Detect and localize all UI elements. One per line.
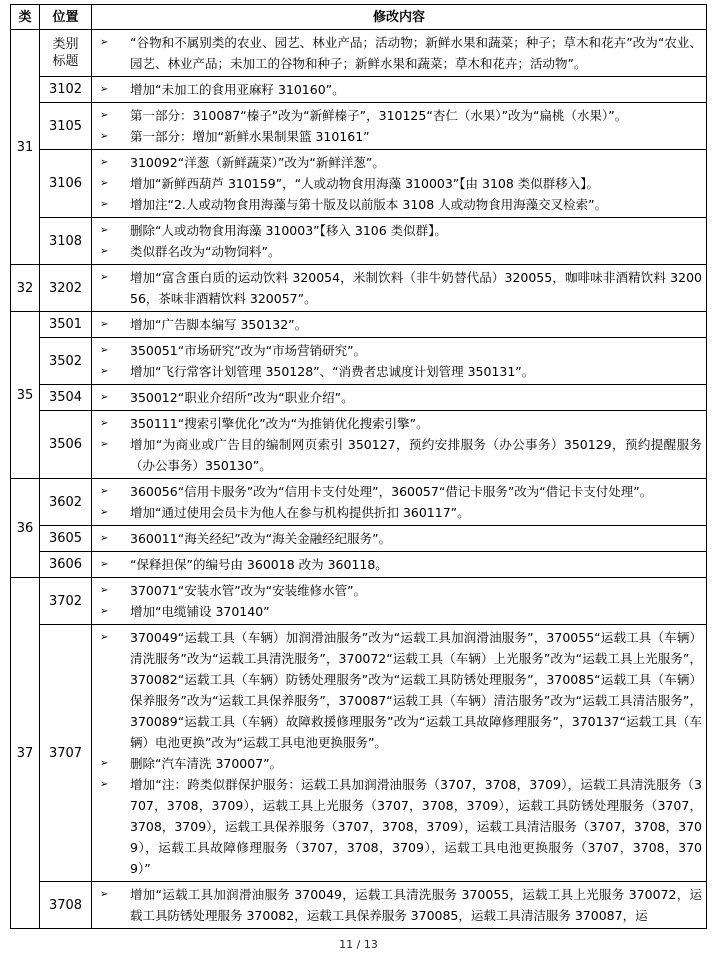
list-item [98,528,702,549]
item-text: 350111“搜索引擎优化”改为“为推销优化搜索引擎”。 [130,416,429,431]
list-item [98,361,702,382]
item-text: 350012“职业介绍所”改为“职业介绍”。 [130,390,354,405]
arrow-bullet-icon: ➢ [100,585,109,596]
position-label: 3106 [48,176,83,191]
arrow-bullet-icon: ➢ [100,110,109,121]
arrow-bullet-icon: ➢ [100,272,109,283]
position-cell [40,150,92,218]
arrow-bullet-icon: ➢ [100,889,109,900]
position-label: 3202 [48,280,83,296]
class-number: 35 [11,312,40,479]
item-text: 增加“运载工具加润滑油服务 370049，运载工具清洗服务 370055，运载工具上光服务 370072，运载工具防锈处理服务 370082，运载工具保养服务 370085，运载工具清洁服务 370087，运 [130,887,702,923]
arrow-bullet-icon: ➢ [100,157,109,168]
item-text: 第一部分：310087“榛子”改为“新鲜榛子”，310125“杏仁（水果）”改为“扁桃（水果）”。 [130,108,628,123]
position-label-line: 类别 [52,37,79,52]
header-position: 位置 [40,5,92,30]
arrow-bullet-icon: ➢ [100,418,109,429]
item-text: 类似群名改为“动物饲料”。 [130,244,281,259]
item-text: 增加“广告脚本编写 350132”。 [130,317,308,332]
position-label: 3501 [48,317,83,332]
position-label: 3605 [48,531,83,546]
arrow-bullet-icon: ➢ [100,392,109,403]
content-cell [92,882,707,929]
position-label: 3602 [48,494,83,510]
content-cell [92,312,707,338]
item-text: “保释担保”的编号由 360018 改为 360118。 [130,557,388,572]
content-cell [92,625,707,882]
position-cell [40,385,92,411]
position-cell [40,312,92,338]
table-row [11,552,707,578]
position-cell [40,479,92,526]
list-item [98,601,702,622]
list-item [98,220,702,241]
arrow-bullet-icon: ➢ [100,559,109,570]
position-cell [40,30,92,77]
position-label-line: 标题 [52,54,79,69]
item-text: 370071“安装水管”改为“安装维修水管”。 [130,583,367,598]
position-label: 3708 [48,897,83,913]
item-text: 360056“信用卡服务”改为“信用卡支付处理”，360057“借记卡服务”改为“借记卡支付处理”。 [130,484,653,499]
list-item [98,753,702,774]
content-cell [92,338,707,385]
position-cell [40,411,92,479]
position-label: 3108 [48,233,83,249]
table-row [11,411,707,479]
arrow-bullet-icon: ➢ [100,345,109,356]
list-item [98,194,702,215]
list-item [98,580,702,601]
table-row [11,103,707,150]
arrow-bullet-icon: ➢ [100,131,109,142]
position-cell [40,265,92,312]
content-cell [92,578,707,625]
content-cell [92,265,707,312]
table-row [11,385,707,411]
item-text: 增加“飞行常客计划管理 350128”、“消费者忠诚度计划管理 350131”。 [130,364,535,379]
class-number: 31 [11,30,40,265]
arrow-bullet-icon: ➢ [100,319,109,330]
content-cell [92,77,707,103]
position-cell [40,77,92,103]
content-cell [92,30,707,77]
item-text: 增加“注：跨类似群保护服务：运载工具加润滑油服务（3707，3708，3709），运载工具清洗服务（3707，3708，3709），运载工具上光服务（3707，3708，3709），运载工具防锈处理服务（3707，3708，3709），运载工具保养服务（3707，3708，3709），运载工具清洁服务（3707，3708，3709），运载工具故障修理服务（3707，3708，3709），运载工具电池更换服务（3707，3708，3709）” [130,777,702,876]
table-row [11,77,707,103]
position-label: 3606 [48,557,83,572]
item-text: 删除“汽车清洗 370007”。 [130,756,283,771]
table-row [11,882,707,929]
item-text: 370049“运载工具（车辆）加润滑油服务”改为“运载工具加润滑油服务”，370055“运载工具（车辆）清洗服务”改为“运载工具清洗服务”，370072“运载工具（车辆）上光服务”改为“运载工具上光服务”，370082“运载工具（车辆）防锈处理服务”改为“运载工具防锈处理服务”，370085“运载工具（车辆）保养服务”改为“运载工具保养服务”，370087“运载工具（车辆）清洁服务”改为“运载工具清洁服务”，370089“运载工具（车辆）故障救援修理服务”改为“运载工具故障修理服务”，370137“运载工具（车辆）电池更换”改为“运载工具电池更换服务”。 [130,630,702,750]
arrow-bullet-icon: ➢ [100,178,109,189]
item-text: 增加“新鲜西葫芦 310159”，“人或动物食用海藻 310003”【由 3108 类似群移入】。 [130,176,600,191]
list-item [98,126,702,147]
list-item [98,173,702,194]
table-row [11,30,707,77]
list-item [98,502,702,523]
item-text: 310092“洋葱（新鲜蔬菜）”改为“新鲜洋葱”。 [130,155,385,170]
content-cell [92,150,707,218]
list-item [98,884,702,926]
class-number: 32 [11,265,40,312]
arrow-bullet-icon: ➢ [100,507,109,518]
position-cell [40,218,92,265]
item-text: 360011“海关经纪”改为“海关金融经纪服务”。 [130,531,392,546]
position-cell [40,552,92,578]
header-row [11,5,707,30]
content-cell [92,552,707,578]
item-text: 增加“为商业或广告目的编制网页索引 350127，预约安排服务（办公事务）350129，预约提醒服务（办公事务）350130”。 [130,437,702,473]
item-text: 增加“富含蛋白质的运动饮料 320054，米制饮料（非牛奶替代品）320055，咖啡味非酒精饮料 320056，茶味非酒精饮料 320057”。 [130,270,702,306]
arrow-bullet-icon: ➢ [100,199,109,210]
list-item [98,105,702,126]
table-row [11,150,707,218]
position-label: 3707 [48,745,83,761]
item-text: 删除“人或动物食用海藻 310003”【移入 3106 类似群】。 [130,223,447,238]
list-item [98,434,702,476]
item-text: 第一部分：增加“新鲜水果制果篮 310161” [130,129,370,144]
position-cell [40,578,92,625]
arrow-bullet-icon: ➢ [100,439,109,450]
item-text: 350051“市场研究”改为“市场营销研究”。 [130,343,367,358]
list-item [98,32,702,74]
position-cell [40,526,92,552]
list-item [98,241,702,262]
position-cell [40,103,92,150]
position-label: 3702 [48,593,83,609]
position-label: 3504 [48,390,83,405]
list-item [98,774,702,879]
class-number: 37 [11,578,40,929]
class-number: 36 [11,479,40,578]
content-cell [92,103,707,150]
arrow-bullet-icon: ➢ [100,486,109,497]
list-item [98,340,702,361]
content-cell [92,385,707,411]
position-cell [40,625,92,882]
arrow-bullet-icon: ➢ [100,246,109,257]
item-text: 增加“未加工的食用亚麻籽 310160”。 [130,82,345,97]
item-text: “谷物和不属别类的农业、园艺、林业产品；活动物；新鲜水果和蔬菜；种子；草木和花卉”改为“农业、园艺、林业产品；未加工的谷物和种子；新鲜水果和蔬菜；草木和花卉；活动物”。 [130,35,702,71]
table-row [11,526,707,552]
position-cell [40,882,92,929]
arrow-bullet-icon: ➢ [100,758,109,769]
item-text: 增加注“2.人或动物食用海藻与第十版及以前版本 3108 人或动物食用海藻交叉检索”。 [130,197,608,212]
list-item [98,79,702,100]
table-row [11,625,707,882]
arrow-bullet-icon: ➢ [100,366,109,377]
page-number: 11 / 13 [339,938,378,951]
table-row [11,218,707,265]
list-item [98,387,702,408]
table-row [11,479,707,526]
position-label: 3502 [48,353,83,369]
table-row [11,265,707,312]
arrow-bullet-icon: ➢ [100,84,109,95]
table-row [11,578,707,625]
list-item [98,314,702,335]
list-item [98,627,702,753]
content-cell [92,218,707,265]
position-label: 3506 [48,437,83,452]
table-row [11,312,707,338]
list-item [98,152,702,173]
content-cell [92,479,707,526]
content-cell [92,526,707,552]
arrow-bullet-icon: ➢ [100,533,109,544]
content-cell [92,411,707,479]
table-row [11,338,707,385]
list-item [98,481,702,502]
revision-table [10,4,707,929]
list-item [98,267,702,309]
arrow-bullet-icon: ➢ [100,225,109,236]
header-content: 修改内容 [92,5,707,30]
list-item [98,413,702,434]
item-text: 增加“电缆铺设 370140” [130,604,270,619]
position-label: 3105 [48,118,83,134]
list-item [98,554,702,575]
position-label: 3102 [48,82,83,97]
arrow-bullet-icon: ➢ [100,779,109,790]
header-class: 类 [11,5,40,30]
arrow-bullet-icon: ➢ [100,37,109,48]
arrow-bullet-icon: ➢ [100,606,109,617]
position-cell [40,338,92,385]
arrow-bullet-icon: ➢ [100,632,109,643]
table-body [11,30,707,929]
item-text: 增加“通过使用会员卡为他人在参与机构提供折扣 360117”。 [130,505,470,520]
